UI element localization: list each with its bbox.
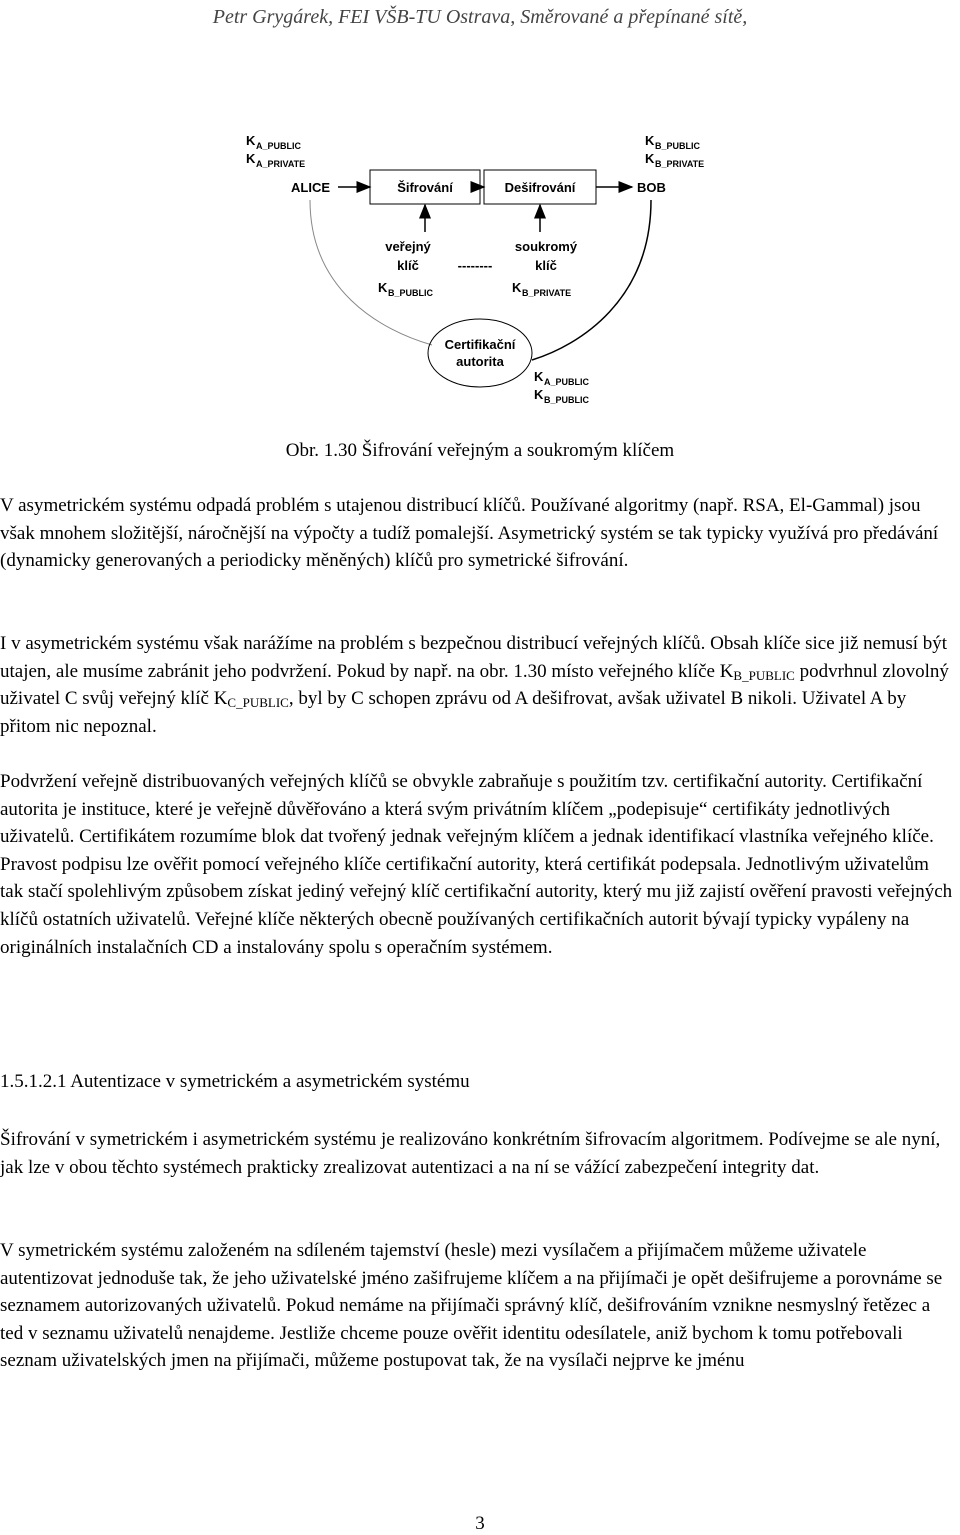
bob-keys	[645, 133, 704, 169]
key-pair-dashes: --------	[457, 258, 493, 273]
svg-text:klíč: klíč	[535, 258, 557, 273]
svg-text:klíč: klíč	[397, 258, 419, 273]
alice-keys	[246, 133, 305, 169]
svg-text:K: K	[534, 369, 544, 384]
svg-text:K: K	[512, 280, 522, 295]
svg-text:veřejný: veřejný	[385, 239, 431, 254]
ca-keys	[534, 369, 590, 405]
alice-label: ALICE	[291, 180, 330, 195]
page-number: 3	[475, 1513, 485, 1534]
curve-bob-ca	[532, 200, 651, 360]
svg-text:B_PUBLIC: B_PUBLIC	[655, 141, 701, 151]
svg-text:K: K	[246, 151, 256, 166]
page-header: Petr Grygárek, FEI VŠB-TU Ostrava, Směrované a přepínané sítě,	[212, 6, 748, 28]
decrypt-label: Dešifrování	[504, 180, 576, 195]
svg-text:K: K	[246, 133, 256, 148]
svg-text:A_PUBLIC: A_PUBLIC	[256, 141, 302, 151]
encryption-diagram	[0, 120, 960, 420]
private-key-label	[512, 239, 578, 298]
public-key-label	[378, 239, 434, 298]
paragraph-3: Podvržení veřejně distribuovaných veřejných klíčů se obvykle zabraňuje s použitím tzv. certifikační autority. Certifikační autorita je instituce, které je veřejně důvěřováno a která svým privátním klíčem „podepisuje“ certifikáty jednotlivých uživatelů. Certifikátem rozumíme blok dat tvořený jednak veřejným klíčem a jednak identifikací vlastníka veřejného klíče. Pravost podpisu lze ověřit pomocí veřejného klíče certifikační autority, která certifikát podepsala. Jednotlivým uživatelům tak stačí spolehlivým způsobem získat jediný veřejný klíč certifikační autority, který mu již zajistí ověření pravosti veřejných klíčů ostatních uživatelů. Veřejné klíče některých obecně používaných certifikačních autorit bývají typicky vypáleny na originálních instalačních CD a instalovány spolu s operačním systémem.	[0, 771, 953, 958]
svg-text:B_PUBLIC: B_PUBLIC	[388, 288, 434, 298]
paragraph-4: Šifrování v symetrickém i asymetrickém systému je realizováno konkrétním šifrovacím algoritmem. Podívejme se ale nyní, jak lze v obou těchto systémech prakticky zrealizovat autentizaci a na ní se vážící zabezpečení integrity dat.	[0, 1129, 941, 1178]
svg-text:A_PUBLIC: A_PUBLIC	[544, 377, 590, 387]
svg-text:A_PRIVATE: A_PRIVATE	[256, 159, 306, 169]
ca-label-1: Certifikační	[444, 337, 516, 352]
figure-caption: Obr. 1.30 Šifrování veřejným a soukromým klíčem	[285, 440, 675, 461]
svg-text:K: K	[534, 387, 544, 402]
svg-text:B_PRIVATE: B_PRIVATE	[522, 288, 572, 298]
svg-text:soukromý: soukromý	[514, 239, 578, 254]
svg-text:B_PRIVATE: B_PRIVATE	[655, 159, 705, 169]
ca-label-2: autorita	[456, 354, 504, 369]
svg-text:K: K	[378, 280, 388, 295]
paragraph-2: I v asymetrickém systému však narážíme na problém s bezpečnou distribucí veřejných klíčů. Obsah klíče sice již nemusí být utajen, ale musíme zabránit jeho podvržení. Pokud by např. na obr. 1.30 místo veřejného klíče $K_{B\_PUBLIC}$ podvrhnul zlovolný uživatel C svůj veřejný klíč $K_{C\_PUBLIC}$, byl by C schopen zprávu od A dešifrovat, avšak uživatel B nikoli. Uživatel A by přitom nic nepoznal.	[0, 633, 949, 737]
svg-text:B_PUBLIC: B_PUBLIC	[544, 395, 590, 405]
svg-text:K: K	[645, 133, 655, 148]
paragraph-5: V symetrickém systému založeném na sdíleném tajemství (hesle) mezi vysílačem a přijímačem můžeme uživatele autentizovat jednoduše tak, že jeho uživatelské jméno zašifrujeme klíčem a na přijímači je opět dešifrujeme a porovnáme se seznamem autorizovaných uživatelů. Pokud nemáme na přijímači správný klíč, dešifrováním vznikne nesmyslný řetězec a ted v seznamu uživatelů nenajdeme. Jestliže chceme pouze ověřit identitu odesílatele, aniž bychom k tomu potřebovali seznam uživatelských jmen na přijímači, můžeme postupovat tak, že na vysílači nejprve ke jménu	[0, 1240, 943, 1372]
bob-label: BOB	[637, 180, 666, 195]
encrypt-label: Šifrování	[397, 180, 453, 195]
section-heading: 1.5.1.2.1 Autentizace v symetrickém a asymetrickém systému	[0, 1071, 470, 1092]
paragraph-1: V asymetrickém systému odpadá problém s utajenou distribucí klíčů. Používané algoritmy (např. RSA, El-Gammal) jsou však mnohem složitější, náročnější na výpočty a tudíž pomalejší. Asymetrický systém se tak typicky využívá pro předávání (dynamicky generovaných a periodicky měněných) klíčů pro symetrické šifrování.	[0, 495, 939, 572]
svg-text:K: K	[645, 151, 655, 166]
ca-ellipse	[428, 319, 532, 387]
